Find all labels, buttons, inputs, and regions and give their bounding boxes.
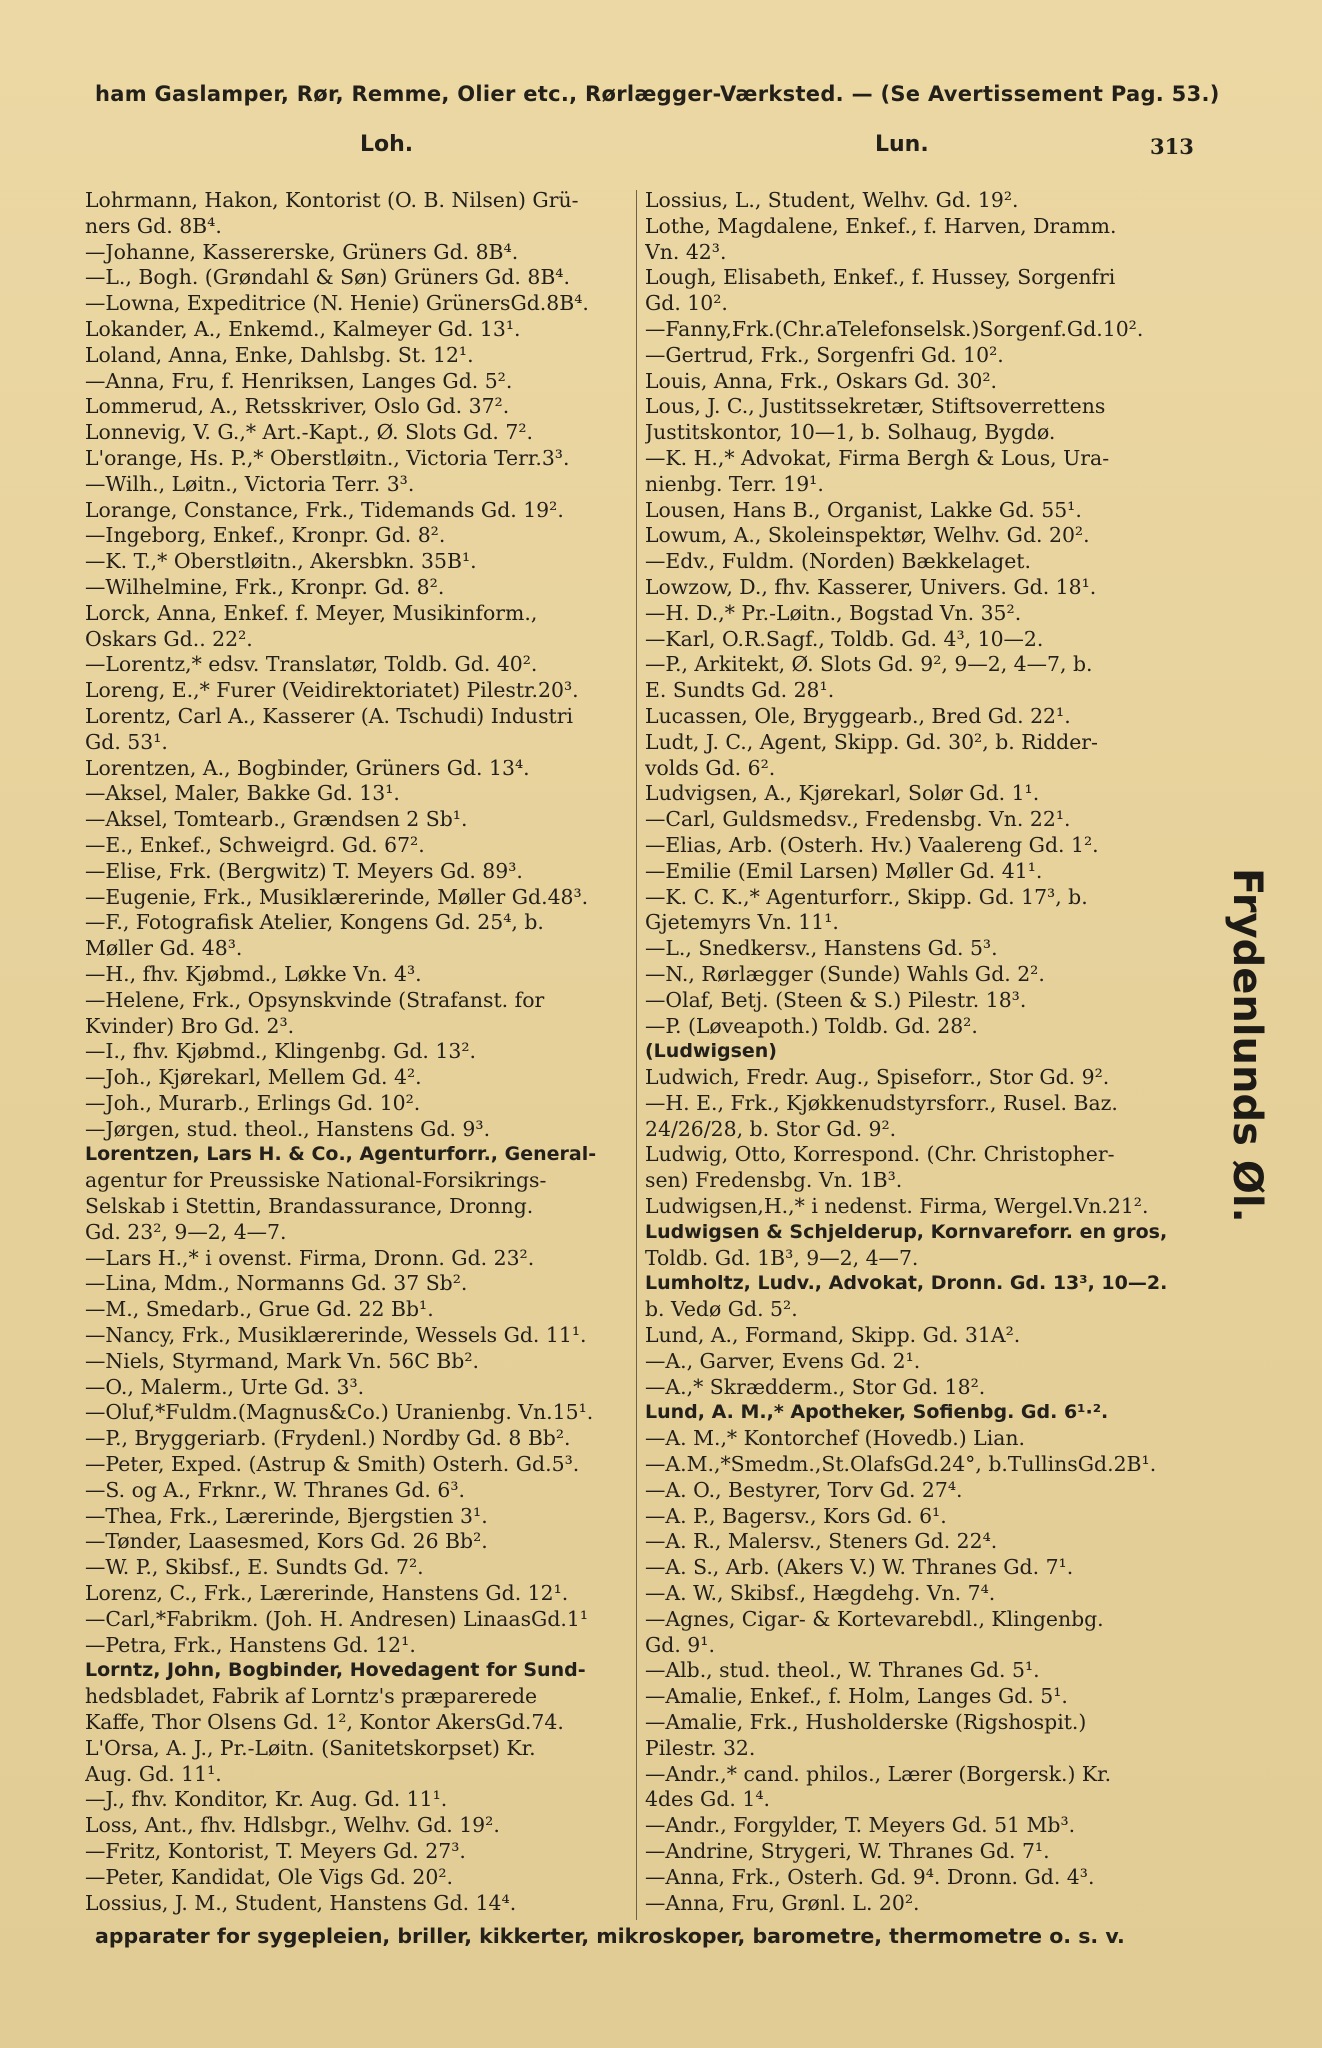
directory-entry-line: —Gertrud, Frk., Sorgenfri Gd. 10². [645, 342, 1004, 367]
directory-entry-line: —Tønder, Laasesmed, Kors Gd. 26 Bb². [85, 1529, 488, 1554]
directory-entry-line: Gd. 10². [645, 291, 728, 316]
directory-entry-line: Ludwigsen,H.,* i nedenst. Firma, Wergel.Vn.21². [645, 1194, 1149, 1219]
directory-entry-line: Pilestr. 32. [645, 1735, 756, 1760]
directory-entry-line: Ludwigsen & Schjelderup, Kornvareforr. en gros, [645, 1220, 1168, 1243]
directory-entry-line: —Emilie (Emil Larsen) Møller Gd. 41¹. [645, 858, 1043, 883]
directory-entry-line: Lorentzen, A., Bogbinder, Grüners Gd. 13⁴. [85, 755, 530, 780]
bottom-advertisement: apparater for sygepleien, briller, kikkerter, mikroskoper, barometre, thermometre o. s. v. [95, 1924, 1125, 1948]
directory-entry-line: —Anna, Frk., Osterh. Gd. 9⁴. Dronn. Gd. 4³. [645, 1864, 1095, 1889]
directory-entry-line: —Elias, Arb. (Osterh. Hv.) Vaalereng Gd. 1². [645, 832, 1099, 857]
directory-entry-line: —Anna, Fru, f. Henriksen, Langes Gd. 5². [85, 368, 513, 393]
directory-entry-line: Gd. 9¹. [645, 1632, 715, 1657]
directory-entry-line: —Eugenie, Frk., Musiklærerinde, Møller Gd.48³. [85, 884, 589, 909]
directory-entry-line: L'Orsa, A. J., Pr.-Løitn. (Sanitetskorpset) Kr. [85, 1735, 536, 1760]
directory-entry-line: —A. R., Malersv., Steners Gd. 22⁴. [645, 1529, 998, 1554]
directory-entry-line: Lonnevig, V. G.,* Art.-Kapt., Ø. Slots Gd. 7². [85, 420, 533, 445]
directory-entry-line: —K. H.,* Advokat, Firma Bergh & Lous, Ura- [645, 445, 1110, 470]
directory-entry-line: agentur for Preussiske National-Forsikrings- [85, 1168, 547, 1193]
column-divider [636, 190, 637, 1920]
directory-entry-line: Lorck, Anna, Enkef. f. Meyer, Musikinform., [85, 600, 538, 625]
right-guide-word: Lun. [875, 132, 929, 157]
directory-entry-line: —Thea, Frk., Lærerinde, Bjergstien 3¹. [85, 1503, 488, 1528]
directory-entry-line: —A. W., Skibsf., Hægdehg. Vn. 7⁴. [645, 1581, 996, 1606]
directory-entry-line: —Aksel, Maler, Bakke Gd. 13¹. [85, 781, 400, 806]
directory-entry-line: Lowum, A., Skoleinspektør, Welhv. Gd. 20². [645, 523, 1090, 548]
directory-entry-line: Lough, Elisabeth, Enkef., f. Hussey, Sorgenfri [645, 265, 1116, 290]
directory-entry-line: —P., Bryggeriarb. (Frydenl.) Nordby Gd. 8 Bb². [85, 1426, 571, 1451]
directory-entry-line: Lund, A. M.,* Apotheker, Sofienbg. Gd. 6¹·². [645, 1401, 1109, 1424]
directory-entry-line: Lorentz, Carl A., Kasserer (A. Tschudi) Industri [85, 703, 573, 728]
directory-entry-line: ners Gd. 8B⁴. [85, 213, 222, 238]
directory-entry-line: Lorntz, John, Bogbinder, Hovedagent for Sund- [85, 1659, 586, 1682]
directory-entry-line: Ludvigsen, A., Kjørekarl, Solør Gd. 1¹. [645, 781, 1040, 806]
directory-entry-line: —Andrine, Strygeri, W. Thranes Gd. 7¹. [645, 1839, 1050, 1863]
directory-entry-line: —Carl, Guldsmedsv., Fredensbg. Vn. 22¹. [645, 807, 1071, 832]
directory-entry-line: —Lowna, Expeditrice (N. Henie) GrünersGd.8B⁴. [85, 291, 589, 316]
directory-entry-line: volds Gd. 6². [645, 755, 776, 780]
directory-entry-line: —N., Rørlægger (Sunde) Wahls Gd. 2². [645, 961, 1045, 986]
directory-entry-line: —A., Garver, Evens Gd. 2¹. [645, 1348, 921, 1373]
directory-entry-line: Ludwich, Fredr. Aug., Spiseforr., Stor Gd. 9². [645, 1065, 1110, 1090]
directory-entry-line: —A. O., Bestyrer, Torv Gd. 27⁴. [645, 1477, 963, 1502]
right-column [645, 188, 1205, 1916]
directory-entry-line: Louis, Anna, Frk., Oskars Gd. 30². [645, 368, 997, 393]
directory-entry-line: —F., Fotografisk Atelier, Kongens Gd. 25⁴, b. [85, 910, 544, 935]
directory-entry-line: 24/26/28, b. Stor Gd. 9². [645, 1116, 897, 1141]
directory-entry-line: Lumholtz, Ludv., Advokat, Dronn. Gd. 13³, 10—2. [645, 1272, 1168, 1295]
directory-entry-line: —Peter, Exped. (Astrup & Smith) Osterh. Gd.5³. [85, 1452, 580, 1477]
directory-entry-line: —A. M.,* Kontorchef (Hovedb.) Lian. [645, 1426, 1026, 1451]
directory-entry-line: L'orange, Hs. P.,* Oberstløitn., Victoria Terr.3³. [85, 445, 570, 470]
directory-entry-line: —A. P., Bagersv., Kors Gd. 6¹. [645, 1503, 947, 1528]
directory-entry-line: —Fritz, Kontorist, T. Meyers Gd. 27³. [85, 1839, 466, 1863]
directory-entry-line: Aug. Gd. 11¹. [85, 1761, 222, 1786]
directory-entry-line: Ludt, J. C., Agent, Skipp. Gd. 30², b. Ridder- [645, 729, 1098, 754]
directory-entry-line: Lorentzen, Lars H. & Co., Agenturforr., General- [85, 1143, 597, 1166]
directory-entry-line: —Alb., stud. theol., W. Thranes Gd. 5¹. [645, 1658, 1040, 1683]
directory-entry-line: Lokander, A., Enkemd., Kalmeyer Gd. 13¹. [85, 316, 521, 341]
directory-entry-line: —P. (Løveapoth.) Toldb. Gd. 28². [645, 1013, 978, 1038]
directory-entry-line: —O., Malerm., Urte Gd. 3³. [85, 1374, 365, 1399]
directory-entry-line: —S. og A., Frknr., W. Thranes Gd. 6³. [85, 1477, 465, 1502]
directory-entry-line: Møller Gd. 48³. [85, 936, 243, 961]
directory-entry-line: Lund, A., Formand, Skipp. Gd. 31A². [645, 1323, 1021, 1348]
top-advertisement: ham Gaslamper, Rør, Remme, Olier etc., Rørlægger-Værksted. — (Se Avertissement Pag. 53.) [95, 82, 1220, 106]
directory-entry-line: b. Vedø Gd. 5². [645, 1297, 798, 1322]
directory-entry-line: (Ludwigsen) [645, 1040, 777, 1063]
page-number: 313 [1150, 134, 1194, 159]
directory-entry-line: Gd. 53¹. [85, 729, 168, 754]
directory-entry-line: —Elise, Frk. (Bergwitz) T. Meyers Gd. 89³. [85, 858, 523, 883]
directory-entry-line: —A. S., Arb. (Akers V.) W. Thranes Gd. 7¹. [645, 1555, 1074, 1580]
directory-entry-line: Loland, Anna, Enke, Dahlsbg. St. 12¹. [85, 342, 474, 367]
directory-entry-line: —Agnes, Cigar- & Kortevarebdl., Klingenbg. [645, 1606, 1104, 1631]
directory-entry-line: —Johanne, Kassererske, Grüners Gd. 8B⁴. [85, 239, 519, 264]
directory-entry-line: Ludwig, Otto, Korrespond. (Chr. Christopher- [645, 1142, 1115, 1167]
directory-entry-line: Lossius, J. M., Student, Hanstens Gd. 14⁴. [85, 1890, 517, 1915]
directory-entry-line: —H., fhv. Kjøbmd., Løkke Vn. 4³. [85, 961, 422, 986]
directory-entry-line: —K. T.,* Oberstløitn., Akersbkn. 35B¹. [85, 549, 477, 574]
directory-entry-line: —Ingeborg, Enkef., Kronpr. Gd. 8². [85, 523, 446, 548]
directory-entry-line: —Carl,*Fabrikm. (Joh. H. Andresen) LinaasGd.1¹ [85, 1606, 589, 1631]
directory-entry-line: —H. D.,* Pr.-Løitn., Bogstad Vn. 35². [645, 600, 1022, 625]
directory-entry-line: sen) Fredensbg. Vn. 1B³. [645, 1168, 903, 1193]
directory-entry-line: Lossius, L., Student, Welhv. Gd. 19². [645, 188, 1019, 212]
directory-entry-line: —Amalie, Enkef., f. Holm, Langes Gd. 5¹. [645, 1684, 1068, 1709]
directory-entry-line: Lous, J. C., Justitssekretær, Stiftsoverrettens [645, 394, 1106, 419]
directory-entry-line: —Joh., Kjørekarl, Mellem Gd. 4². [85, 1065, 422, 1090]
directory-entry-line: —L., Bogh. (Grøndahl & Søn) Grüners Gd. 8B⁴. [85, 265, 570, 290]
directory-entry-line: —I., fhv. Kjøbmd., Klingenbg. Gd. 13². [85, 1039, 476, 1064]
directory-entry-line: —W. P., Skibsf., E. Sundts Gd. 7². [85, 1555, 424, 1580]
directory-entry-line: —Aksel, Tomtearb., Grændsen 2 Sb¹. [85, 807, 468, 832]
directory-entry-line: Kvinder) Bro Gd. 2³. [85, 1013, 295, 1038]
directory-entry-line: —Wilhelmine, Frk., Kronpr. Gd. 8². [85, 574, 445, 599]
directory-entry-line: —Helene, Frk., Opsynskvinde (Strafanst. for [85, 987, 545, 1012]
directory-entry-line: —A.M.,*Smedm.,St.OlafsGd.24°, b.TullinsGd.2B¹. [645, 1452, 1157, 1477]
directory-entry-line: Lothe, Magdalene, Enkef., f. Harven, Dramm. [645, 213, 1117, 238]
directory-entry-line: —L., Snedkersv., Hanstens Gd. 5³. [645, 936, 998, 961]
left-guide-word: Loh. [360, 132, 414, 157]
directory-entry-line: —Oluf,*Fuldm.(Magnus&Co.) Uranienbg. Vn.15¹. [85, 1400, 594, 1425]
directory-entry-line: —Anna, Fru, Grønl. L. 20². [645, 1890, 920, 1915]
directory-entry-line: —Petra, Frk., Hanstens Gd. 12¹. [85, 1632, 416, 1657]
directory-entry-line: —Jørgen, stud. theol., Hanstens Gd. 9³. [85, 1116, 491, 1141]
directory-entry-line: Vn. 42³. [645, 239, 727, 264]
directory-entry-line: Lucassen, Ole, Bryggearb., Bred Gd. 22¹. [645, 703, 1071, 728]
directory-entry-line: —Fanny,Frk.(Chr.aTelefonselsk.)Sorgenf.Gd.10². [645, 316, 1144, 341]
directory-entry-line: Lorenz, C., Frk., Lærerinde, Hanstens Gd. 12¹. [85, 1581, 569, 1606]
directory-entry-line: —Lina, Mdm., Normanns Gd. 37 Sb². [85, 1271, 468, 1296]
directory-entry-line: —M., Smedarb., Grue Gd. 22 Bb¹. [85, 1297, 434, 1322]
directory-entry-line: Lorange, Constance, Frk., Tidemands Gd. 19². [85, 497, 564, 522]
directory-entry-line: —P., Arkitekt, Ø. Slots Gd. 9², 9—2, 4—7, b. [645, 652, 1093, 677]
directory-entry-line: —Joh., Murarb., Erlings Gd. 10². [85, 1090, 421, 1115]
directory-entry-line: —Karl, O.R.Sagf., Toldb. Gd. 4³, 10—2. [645, 626, 1044, 651]
directory-entry-line: Lommerud, A., Retsskriver, Oslo Gd. 37². [85, 394, 510, 419]
directory-entry-line: —Lars H.,* i ovenst. Firma, Dronn. Gd. 23². [85, 1245, 535, 1270]
directory-entry-line: —J., fhv. Konditor, Kr. Aug. Gd. 11¹. [85, 1787, 448, 1812]
left-column [85, 188, 645, 1916]
directory-entry-line: —Edv., Fuldm. (Norden) Bækkelaget. [645, 549, 1031, 574]
directory-entry-line: 4des Gd. 1⁴. [645, 1787, 770, 1812]
directory-entry-line: —K. C. K.,* Agenturforr., Skipp. Gd. 17³, b. [645, 884, 1088, 909]
directory-entry-line: —E., Enkef., Schweigrd. Gd. 67². [85, 832, 425, 857]
directory-entry-line: Oskars Gd.. 22². [85, 626, 253, 651]
directory-entry-line: E. Sundts Gd. 28¹. [645, 678, 835, 703]
side-advertisement: Frydenlunds Øl. [1224, 868, 1270, 1223]
directory-entry-line: Gd. 23², 9—2, 4—7. [85, 1219, 287, 1244]
directory-entry-line: —H. E., Frk., Kjøkkenudstyrsforr., Rusel. Baz. [645, 1090, 1118, 1115]
directory-entry-line: —Wilh., Løitn., Victoria Terr. 3³. [85, 471, 415, 496]
directory-entry-line: —Peter, Kandidat, Ole Vigs Gd. 20². [85, 1864, 454, 1889]
directory-entry-line: hedsbladet, Fabrik af Lorntz's præparerede [85, 1684, 538, 1709]
directory-entry-line: —Andr., Forgylder, T. Meyers Gd. 51 Mb³. [645, 1813, 1076, 1838]
directory-entry-line: —Lorentz,* edsv. Translatør, Toldb. Gd. 40². [85, 652, 538, 677]
directory-entry-line: Justitskontor, 10—1, b. Solhaug, Bygdø. [645, 420, 1056, 445]
directory-entry-line: nienbg. Terr. 19¹. [645, 471, 824, 496]
directory-entry-line: —A.,* Skrædderm., Stor Gd. 18². [645, 1374, 986, 1399]
directory-entry-line: —Olaf, Betj. (Steen & S.) Pilestr. 18³. [645, 987, 1027, 1012]
directory-entry-line: —Niels, Styrmand, Mark Vn. 56C Bb². [85, 1348, 480, 1373]
directory-entry-line: Kaffe, Thor Olsens Gd. 1², Kontor AkersGd.74. [85, 1710, 564, 1735]
directory-entry-line: —Andr.,* cand. philos., Lærer (Borgersk.) Kr. [645, 1761, 1112, 1786]
directory-entry-line: —Nancy, Frk., Musiklærerinde, Wessels Gd. 11¹. [85, 1323, 587, 1348]
directory-entry-line: Loreng, E.,* Furer (Veidirektoriatet) Pilestr.20³. [85, 678, 579, 703]
directory-entry-line: Toldb. Gd. 1B³, 9—2, 4—7. [645, 1245, 919, 1270]
directory-entry-line: Gjetemyrs Vn. 11¹. [645, 910, 839, 935]
directory-entry-line: Lowzow, D., fhv. Kasserer, Univers. Gd. 18¹. [645, 574, 1097, 599]
directory-entry-line: Selskab i Stettin, Brandassurance, Dronng. [85, 1194, 534, 1219]
directory-entry-line: Lohrmann, Hakon, Kontorist (O. B. Nilsen) Grü- [85, 188, 579, 212]
directory-entry-line: Lousen, Hans B., Organist, Lakke Gd. 55¹. [645, 497, 1082, 522]
directory-entry-line: —Amalie, Frk., Husholderske (Rigshospit.) [645, 1710, 1087, 1735]
directory-entry-line: Loss, Ant., fhv. Hdlsbgr., Welhv. Gd. 19². [85, 1813, 500, 1838]
